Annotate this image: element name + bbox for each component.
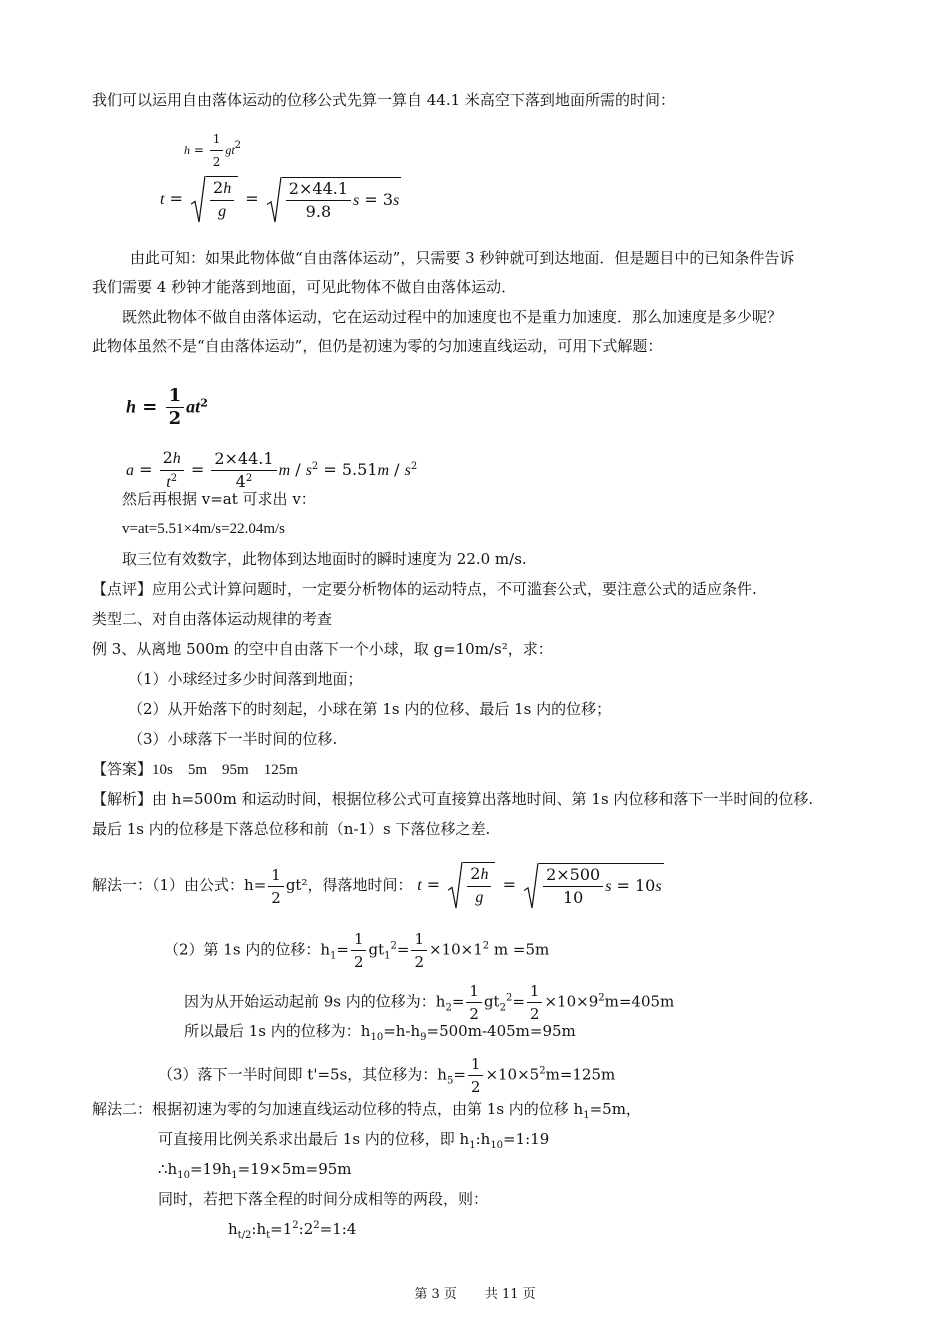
reason-line-1: 既然此物体不做自由落体运动，它在运动过程中的加速度也不是重力加速度．那么加速度是多少呢？ <box>122 308 783 326</box>
analysis-line-2: 最后 1s 内的位移是下落总位移和前（n-1）s 下落位移之差. <box>92 820 491 838</box>
comment-text: 应用公式计算问题时，一定要分析物体的运动特点，不可滥套公式，要注意公式的适应条件. <box>152 580 757 598</box>
method1-step3: 因为从开始运动起前 9s 内的位移为：$h_2=$ $\frac{1}{2}$ $gt_2^2=$ $\frac{1}{2}$ $\times 10\times 9^2m=405m$ <box>184 982 675 1023</box>
formula-h-free-fall: h = $\frac{1}{2}$ $gt^2$ <box>184 128 241 173</box>
type-heading: 类型二、对自由落体运动规律的考查 <box>92 610 333 628</box>
method2-line-1-text: 解法二：根据初速为零的匀加速直线运动位移的特点，由第 1s 内的位移 h <box>92 1100 584 1118</box>
analysis-line-1: 由 h=500m 和运动时间，根据位移公式可直接算出落地时间、第 1s 内位移和落下一半时间的位移. <box>152 790 814 808</box>
method1-step1-prefix: 解法一：（1）由公式：h= <box>92 876 267 894</box>
sig-figs-text: 取三位有效数字，此物体到达地面时的瞬时速度为 22.0 m/s. <box>122 550 527 568</box>
method1-step2-prefix: （2）第 1s 内的位移：h <box>164 940 330 959</box>
method2-line-2: 可直接用比例关系求出最后 1s 内的位移，即 $h_1:h_{10}=1:19$ <box>158 1130 550 1151</box>
reason-line-2: 此物体虽然不是“自由落体运动”，但仍是初速为零的匀加速直线运动，可用下式解题： <box>92 337 663 355</box>
method1-step1-mid: gt²，得落地时间： <box>285 876 413 894</box>
question-3: （3）小球落下一半时间的位移. <box>128 730 338 748</box>
method1-step1: 解法一：（1）由公式：h= $\frac{1}{2}$ gt²，得落地时间： t = $\frac{2h}{g}$ = $\frac{2\times 500}{10}$ s = 10s <box>92 862 666 909</box>
example-title: 例 3、从离地 500m 的空中自由落下一个小球，取 g=10m/s²，求： <box>92 640 553 658</box>
method1-step2: （2）第 1s 内的位移：$h_1=$ $\frac{1}{2}$ $gt_1^2=$ $\frac{1}{2}$ $\times 10\times 1^2$ m =5m <box>164 930 550 971</box>
answer-text: 10s 5m 95m 125m <box>152 762 298 778</box>
formula-acceleration: a = $\frac{2h}{t^2}$ = $\frac{2\times 44.1}{4^2}$ $m / s^2 = 5.51m / s^2$ <box>126 448 418 491</box>
method1-step3-prefix: 因为从开始运动起前 9s 内的位移为：h <box>184 992 446 1011</box>
conclusion-line-1: 由此可知：如果此物体做“自由落体运动”，只需要 3 秒钟就可到达地面．但是题目中的已知条件告诉 <box>130 249 795 267</box>
velocity-intro: 然后再根据 v=at 可求出 v： <box>122 490 316 508</box>
question-1: （1）小球经过多少时间落到地面； <box>128 670 363 688</box>
method2-line-2-text: 可直接用比例关系求出最后 1s 内的位移，即 h <box>158 1130 470 1148</box>
comment-tag: 【点评】 <box>92 580 153 598</box>
answer-paragraph <box>92 759 298 780</box>
formula-time-free-fall: t = $\frac{2h}{g}$ = $\frac{2\times 44.1}{9.8}$ s = 3s <box>160 176 403 223</box>
answer-tag: 【答案】 <box>92 760 153 778</box>
question-2: （2）从开始落下的时刻起，小球在第 1s 内的位移、最后 1s 内的位移； <box>128 700 612 718</box>
conclusion-line-2: 我们需要 4 秒钟才能落到地面，可见此物体不做自由落体运动． <box>92 278 517 296</box>
method1-step5: （3）落下一半时间即 t'=5s，其位移为：$h_5=$ $\frac{1}{2}$ $\times 10\times 5^2m=125m$ <box>158 1055 616 1096</box>
method1-step4-prefix: 所以最后 1s 内的位移为：h <box>184 1022 371 1040</box>
method2-line-3: $\therefore h_{10}=19h_1=19\times 5m=95m$ <box>158 1160 352 1181</box>
method2-ratio: $h_{t/2}:h_t=1^2:2^2=1:4$ <box>228 1220 357 1241</box>
formula-h-accel: h = $\frac{1}{2}$ $at^2$ <box>126 385 208 429</box>
analysis-tag: 【解析】 <box>92 790 153 808</box>
method2-line-1: 解法二：根据初速为零的匀加速直线运动位移的特点，由第 1s 内的位移 $h_1=5m$， <box>92 1100 641 1121</box>
footer-page-number: 第 3 页 <box>414 1287 457 1302</box>
page-footer <box>0 1283 950 1302</box>
analysis-paragraph <box>92 789 813 809</box>
method1-step5-prefix: （3）落下一半时间即 t'=5s，其位移为：h <box>158 1065 447 1084</box>
method2-line-4: 同时，若把下落全程的时间分成相等的两段，则： <box>158 1190 489 1208</box>
footer-total-pages: 共 11 页 <box>484 1287 536 1302</box>
comment-paragraph <box>92 579 757 599</box>
method1-step4: 所以最后 1s 内的位移为：$h_{10}=h-h_9=500m-405m=95m$ <box>184 1022 576 1043</box>
intro-text: 我们可以运用自由落体运动的位移公式先算一算自 44.1 米高空下落到地面所需的时间： <box>92 91 675 109</box>
velocity-calc: v=at=5.51×4m/s=22.04m/s <box>122 521 286 537</box>
